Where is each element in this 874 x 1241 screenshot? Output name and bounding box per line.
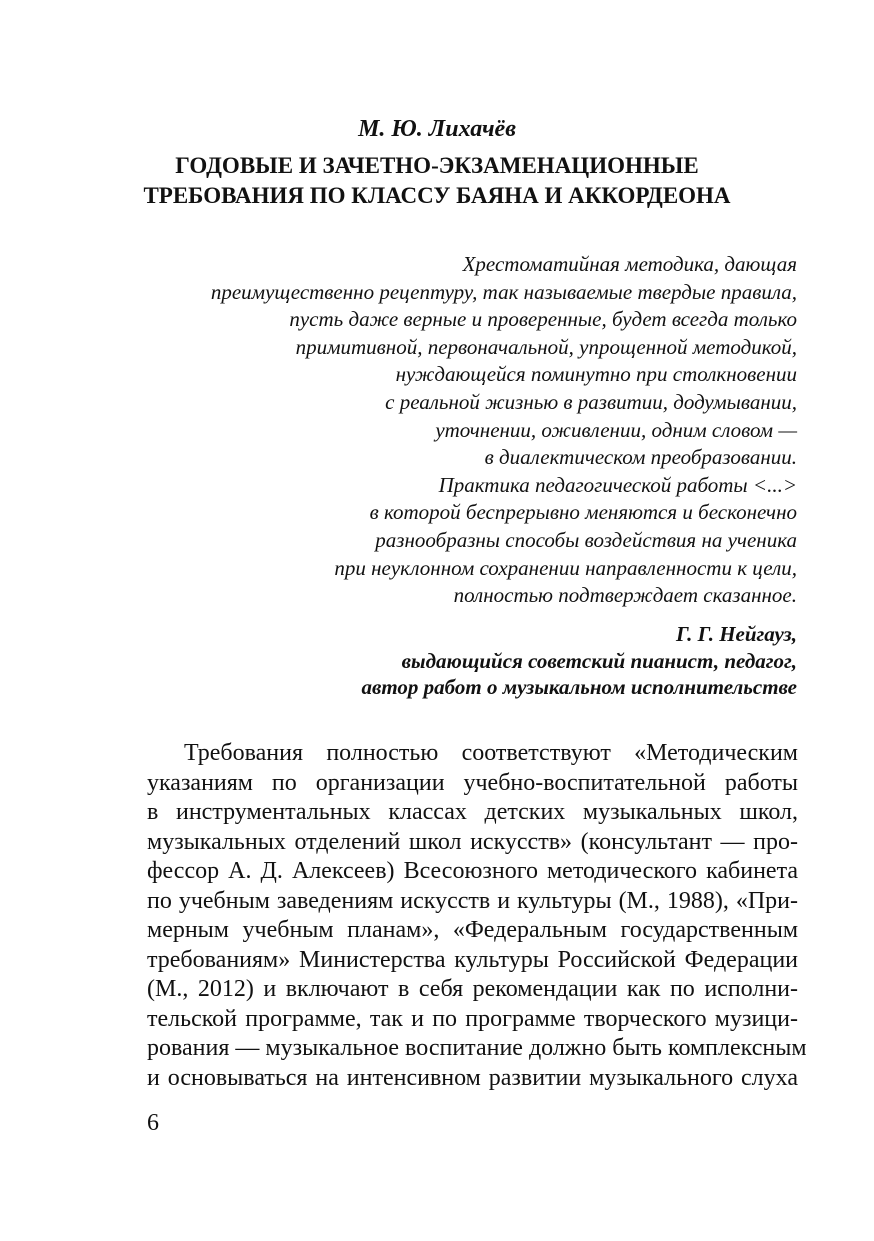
page-number: 6: [147, 1110, 159, 1136]
attribution-description: автор работ о музыкальном исполнительстве: [361, 675, 797, 699]
body-line: (М., 2012) и включают в себя рекомендации как по исполни-: [147, 976, 798, 1002]
attribution-description: выдающийся советский пианист, педагог,: [401, 648, 797, 673]
title-line-1: ГОДОВЫЕ И ЗАЧЕТНО-ЭКЗАМЕНАЦИОННЫЕ: [175, 153, 699, 178]
body-line: рования — музыкальное воспитание должно быть комплексным: [147, 1035, 807, 1061]
epigraph-line: в которой беспрерывно меняются и бесконечно: [369, 500, 797, 525]
epigraph: [211, 251, 797, 610]
epigraph-line: преимущественно рецептуру, так называемые твердые правила,: [210, 279, 797, 304]
epigraph-line: полностью подтверждает сказанное.: [453, 583, 797, 608]
body-line: музыкальных отделений школ искусств» (консультант — про-: [147, 828, 798, 855]
epigraph-line: разнообразны способы воздействия на ученика: [375, 527, 797, 552]
author-name: М. Ю. Лихачёв: [358, 116, 516, 142]
epigraph-line: Практика педагогической работы <...>: [438, 472, 797, 497]
body-line: по учебным заведениям искусств и культуры (М., 1988), «При-: [147, 887, 798, 914]
title-line-2: ТРЕБОВАНИЯ ПО КЛАССУ БАЯНА И АККОРДЕОНА: [143, 183, 731, 208]
epigraph-line: Хрестоматийная методика, дающая: [462, 252, 797, 276]
epigraph-line: нуждающейся поминутно при столкновении: [395, 362, 797, 387]
body-paragraph: [147, 739, 807, 1093]
body-line: указаниям по организации учебно-воспитательной работы: [147, 769, 798, 796]
body-line: Требования полностью соответствуют «Методическим: [184, 740, 798, 766]
epigraph-attribution: [361, 621, 797, 701]
chapter-title: [0, 151, 874, 211]
body-line: тельской программе, так и по программе творческого музици-: [147, 1005, 798, 1032]
epigraph-line: примитивной, первоначальной, упрощенной методикой,: [295, 334, 797, 359]
epigraph-line: в диалектическом преобразовании.: [484, 445, 797, 470]
epigraph-line: пусть даже верные и проверенные, будет всегда только: [289, 307, 797, 332]
attribution-author: Г. Г. Нейгауз,: [675, 622, 797, 646]
body-line: и основываться на интенсивном развитии музыкального слуха: [147, 1064, 798, 1091]
epigraph-line: с реальной жизнью в развитии, додумывании,: [385, 389, 797, 414]
body-line: фессор А. Д. Алексеев) Всесоюзного методического кабинета: [147, 858, 798, 884]
epigraph-line: при неуклонном сохранении направленности к цели,: [334, 555, 797, 580]
epigraph-line: уточнении, оживлении, одним словом —: [435, 417, 797, 442]
body-line: в инструментальных классах детских музыкальных школ,: [147, 799, 798, 825]
body-line: требованиям» Министерства культуры Российской Федерации: [147, 946, 798, 973]
body-line: мерным учебным планам», «Федеральным государственным: [147, 917, 798, 943]
